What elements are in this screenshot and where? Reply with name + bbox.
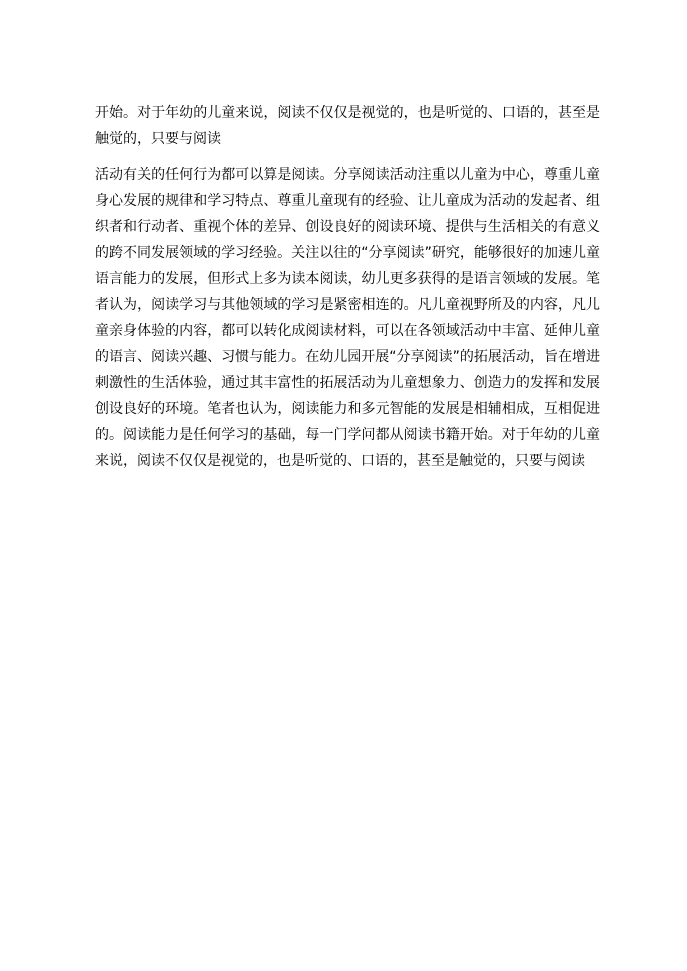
document-body (95, 100, 600, 474)
paragraph-2: 活动有关的任何行为都可以算是阅读。分享阅读活动注重以儿童为中心，尊重儿童身心发展的规律和学习特点、尊重儿童现有的经验、让儿童成为活动的发起者、组织者和行动者、重视个体的差异、创设良好的阅读环境、提供与生活相关的有意义的跨不同发展领域的学习经验。关注以往的“分享阅读”研究，能够很好的加速儿童语言能力的发展，但形式上多为读本阅读，幼儿更多获得的是语言领域的发展。笔者认为，阅读学习与其他领域的学习是紧密相连的。凡儿童视野所及的内容，凡儿童亲身体验的内容，都可以转化成阅读材料，可以在各领域活动中丰富、延伸儿童的语言、阅读兴趣、习惯与能力。在幼儿园开展“分享阅读”的拓展活动，旨在增进刺激性的生活体验，通过其丰富性的拓展活动为儿童想象力、创造力的发挥和发展创设良好的环境。笔者也认为，阅读能力和多元智能的发展是相辅相成，互相促进的。阅读能力是任何学习的基础，每一门学问都从阅读书籍开始。对于年幼的儿童来说，阅读不仅仅是视觉的，也是听觉的、口语的，甚至是触觉的，只要与阅读 (95, 167, 600, 469)
paragraph-1: 开始。对于年幼的儿童来说，阅读不仅仅是视觉的，也是听觉的、口语的，甚至是触觉的，只要与阅读 (95, 105, 600, 147)
